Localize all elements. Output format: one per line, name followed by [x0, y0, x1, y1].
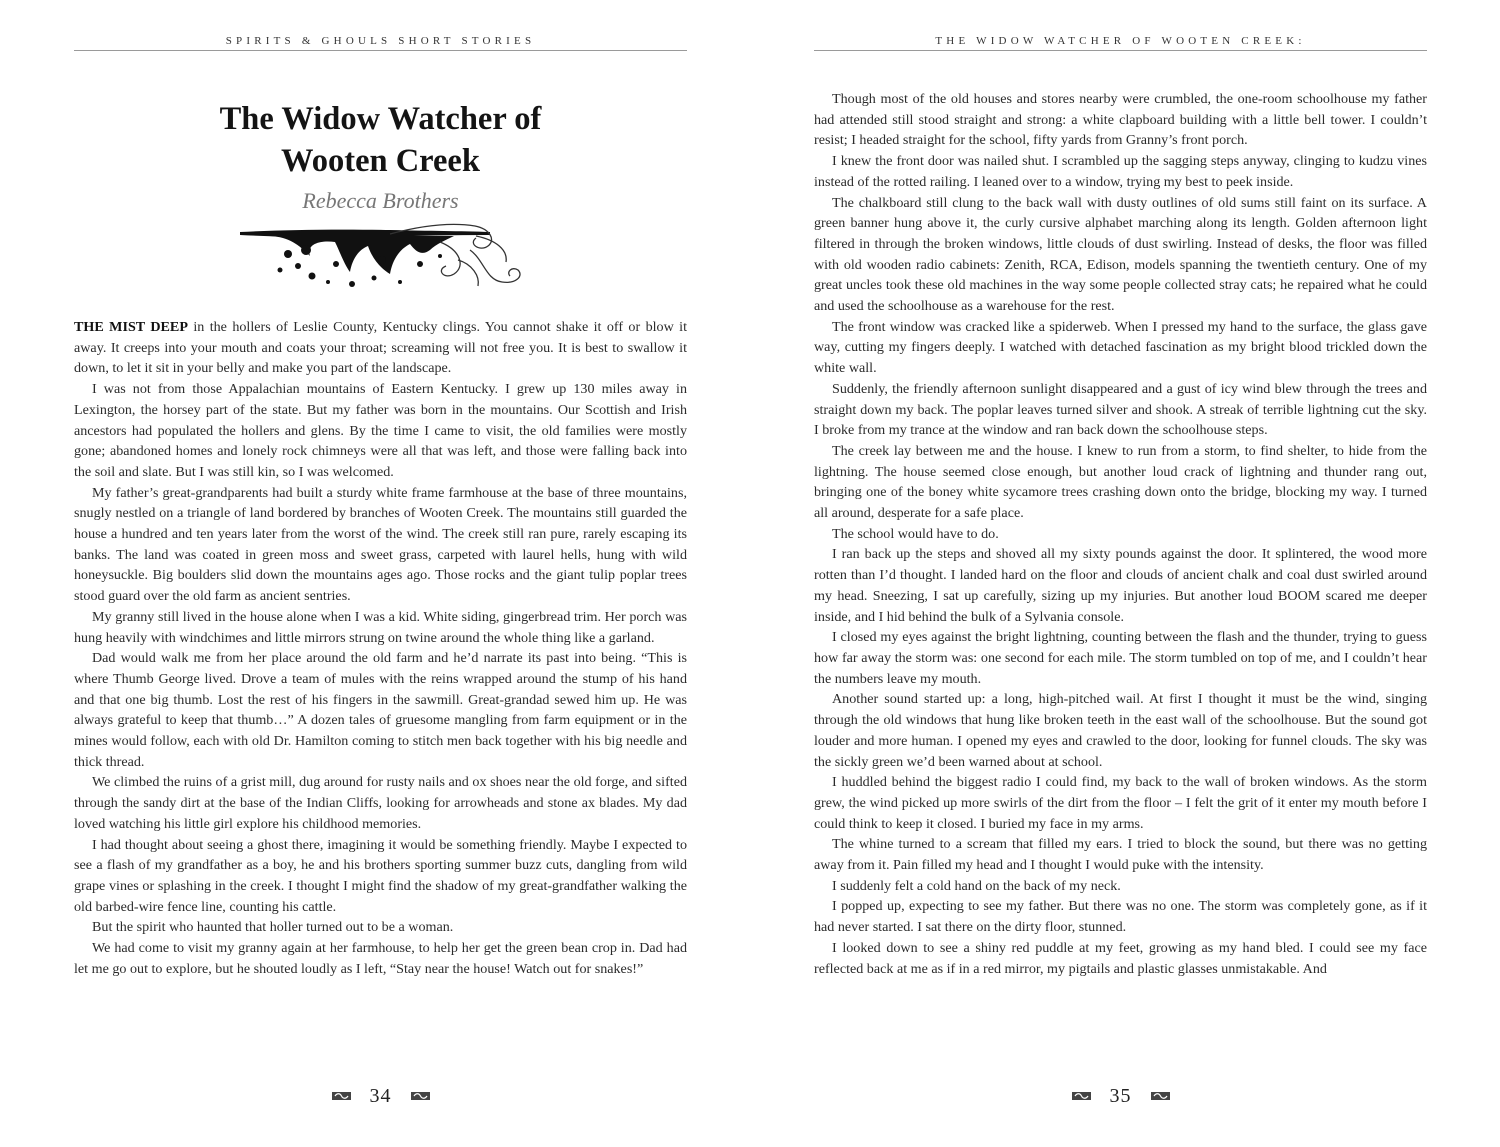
paragraph: We climbed the ruins of a grist mill, dug around for rusty nails and ox shoes near the old forge, and sifted through the sandy dirt at the base of the Indian Cliffs, looking for arrowheads and stone ax blades. My dad loved watching his little girl explore his childhood memories. [74, 774, 687, 832]
paragraph [74, 317, 687, 379]
paragraph: I knew the front door was nailed shut. I scrambled up the sagging steps anyway, clinging to kudzu vines instead of the rotted railing. I leaned over to a window, trying my best to peek inside. [814, 153, 1427, 190]
paragraph: My granny still lived in the house alone when I was a kid. White siding, gingerbread trim. Her porch was hung heavily with windchimes and little mirrors strung on twine around the whole thing like a garland. [74, 608, 687, 646]
running-header: SPIRITS & GHOULS SHORT STORIES [225, 35, 536, 47]
ink-splatter-flourish-icon [240, 220, 528, 292]
page-number [74, 1084, 687, 1108]
paragraph: But the spirit who haunted that holler turned out to be a woman. [92, 919, 454, 936]
author-name: Rebecca Brothers [302, 188, 459, 213]
paragraph: I looked down to see a shiny red puddle at my feet, growing as my hand bled. I could see my face reflected back at me as if in a red mirror, my pigtails and plastic glasses unmistakable. And [814, 939, 1427, 977]
paragraph: I had thought about seeing a ghost there, imagining it would be something friendly. Maybe I expected to see a flash of my grandfather as a boy, he and his brothers sporting summer buzz cuts, dangling from wild grape vines or splashing in the creek. I thought I might find the shadow of my great-grandfather walking the old barbed-wire fence line, counting his cattle. [74, 836, 687, 915]
paragraph: Dad would walk me from her place around the old farm and he’d narrate its past into being. “This is where Thumb George lived. Drove a team of mules with the reins wrapped around the stump of his hand and that one big thumb. Lost the rest of his fingers in the sawmill. Great-grandad sewed him up. He was always grateful to keep that thumb…” A dozen tales of gruesome mangling from farm equipment or in the mines would follow, each with old Dr. Hamilton coming to stitch men back together with his big needle and thick thread. [74, 650, 687, 770]
right-page [814, 0, 1427, 1147]
paragraph: Though most of the old houses and stores nearby were crumbled, the one-room schoolhouse my father had attended still stood straight and strong: a white clapboard building with a little bell tower. I couldn’t resist; I headed straight for the school, fifty yards from Granny’s front porch. [814, 91, 1427, 149]
header-rule [814, 50, 1427, 51]
scroll-ornament-icon [1151, 1091, 1170, 1101]
paragraph: My father’s great-grandparents had built a sturdy white frame farmhouse at the base of three mountains, snugly nestled on a triangle of land bordered by branches of Wooten Creek. The mountains still guarded the house a hundred and ten years later from the worst of the wind. The creek still ran pure, rarely escaping its banks. The land was coated in green moss and sweet grass, carpeted with laurel hells, hung with wild honeysuckle. Big boulders slid down the mountains ages ago. Those rocks and the giant tulip poplar trees stood guard over the old farm as ancient sentries. [74, 484, 687, 605]
body-text [74, 317, 687, 980]
lead-in: THE MIST DEEP [74, 319, 188, 335]
paragraph: The whine turned to a scream that filled my ears. I tried to block the sound, but there was no getting away from it. Pain filled my head and I thought I would puke with the intensity. [814, 836, 1427, 874]
page-number [814, 1084, 1427, 1108]
paragraph: Another sound started up: a long, high-pitched wail. At first I thought it must be the wind, singing through the old windows that hung like broken teeth in the east wall of the schoolhouse. But the sound got louder and more human. I opened my eyes and crawled to the door, looking for funnel clouds. The sky was the sickly green we’d been warned about at school. [814, 691, 1427, 770]
page-number-value: 35 [1109, 1084, 1132, 1107]
paragraph: We had come to visit my granny again at her farmhouse, to help her get the green bean crop in. Dad had let me go out to explore, but he shouted loudly as I left, “Stay near the house! Watch out for snakes!” [74, 940, 687, 977]
scroll-ornament-icon [332, 1091, 351, 1101]
scroll-ornament-icon [1072, 1091, 1091, 1101]
left-page [74, 0, 687, 1147]
paragraph: I was not from those Appalachian mountains of Eastern Kentucky. I grew up 130 miles away in Lexington, the horsey part of the state. But my father was born in the mountains. Our Scottish and Irish ancestors had populated the hollers and glens. By the time I came to visit, the old families were mostly gone; abandoned homes and lonely rock chimneys were all that was left, and those were falling back into the soil and slate. But I was still kin, so I was welcomed. [74, 381, 687, 480]
paragraph: I huddled behind the biggest radio I could find, my back to the wall of broken windows. As the storm grew, the wind picked up more swirls of the dirt from the floor – I felt the grit of it enter my mouth before I could think to keep it closed. I buried my face in my arms. [814, 774, 1427, 832]
running-header: THE WIDOW WATCHER OF WOOTEN CREEK: [935, 35, 1306, 47]
paragraph: The creek lay between me and the house. I knew to run from a storm, to find shelter, to hide from the lightning. The house seemed close enough, but another loud crack of lightning and thunder rang out, bringing one of the boney white sycamore trees crashing down onto the bridge, blocking my way. I turned all around, desperate for a safe place. [814, 442, 1427, 522]
paragraph: I popped up, expecting to see my father. But there was no one. The storm was completely gone, as if it had never started. I sat there on the dirty floor, stunned. [814, 898, 1427, 936]
scroll-ornament-icon [411, 1091, 430, 1101]
story-title-line: The Widow Watcher of [219, 101, 542, 137]
story-title-line: Wooten Creek [281, 143, 480, 179]
paragraph: I ran back up the steps and shoved all my sixty pounds against the door. It splintered, the wood more rotten than I’d thought. I landed hard on the floor and clouds of ancient chalk and coal dust swirled around my head. Sneezing, I sat up carefully, sizing up my injuries. But another loud BOOM scared me deeper inside, and I hid behind the bulk of a Sylvania console. [814, 546, 1427, 625]
paragraph: The school would have to do. [832, 525, 999, 542]
page-number-value: 34 [369, 1084, 392, 1107]
paragraph: Suddenly, the friendly afternoon sunlight disappeared and a gust of icy wind blew through the trees and straight down my back. The poplar leaves turned silver and shook. A streak of terrible lightning cut the sky. I broke from my trance at the window and ran back down the schoolhouse steps. [814, 380, 1427, 439]
paragraph: I suddenly felt a cold hand on the back of my neck. [832, 877, 1121, 894]
paragraph: I closed my eyes against the bright lightning, counting between the flash and the thunder, trying to guess how far away the storm was: one second for each mile. The storm tumbled on top of me, and I couldn’t hear the numbers leave my mouth. [814, 629, 1427, 687]
story-title [74, 98, 687, 182]
paragraph-text: in the hollers of Leslie County, Kentucky clings. You cannot shake it off or blow it away. It creeps into your mouth and coats your throat; screaming will not free you. It is best to swallow it down, to let it sit in your belly and make you part of the landscape. [74, 319, 687, 377]
paragraph: The chalkboard still clung to the back wall with dusty outlines of old sums still faint on its surface. A green banner hung above it, the curly cursive alphabet marching along its length. Golden afternoon light filtered in through the broken windows, little clouds of dust swirling. Instead of desks, the floor was filled with old wooden radio cabinets: Zenith, RCA, Edison, models spanning the twentieth century. One of my great uncles took these old machines in the way some people collected stray cats; he repaired what he could and used the schoolhouse as a warehouse for the rest. [814, 194, 1427, 315]
body-text [814, 89, 1427, 979]
paragraph: The front window was cracked like a spiderweb. When I pressed my hand to the surface, the glass gave way, cutting my fingers deeply. I watched with detached fascination as my bright blood trickled down the white wall. [814, 318, 1427, 377]
header-rule [74, 50, 687, 51]
